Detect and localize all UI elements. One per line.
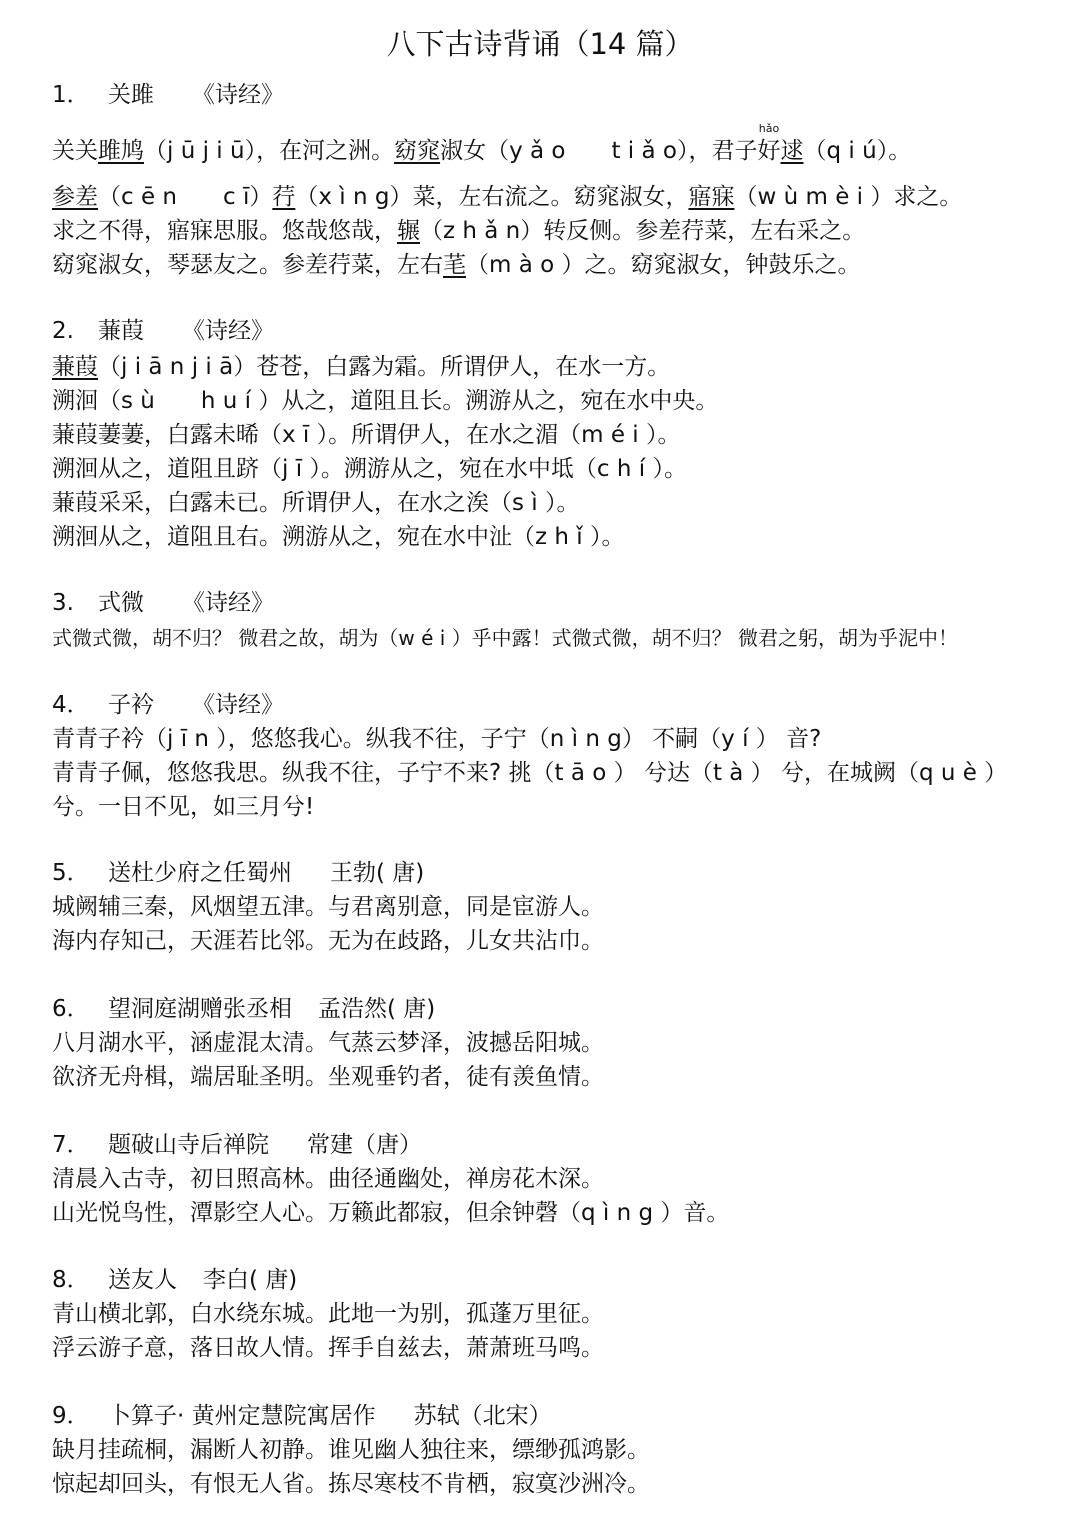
poem-line — [52, 122, 912, 166]
poem-heading — [52, 316, 274, 346]
poem-heading — [52, 690, 284, 720]
poem-line: 青青子衿（j ī n ），悠悠我心。纵我不往，子宁（n ì n g） 不嗣（y í ） 音? — [52, 726, 822, 752]
poem-number: 6． — [52, 996, 90, 1022]
text-span: 窈窕淑女，琴瑟友之。参差荇菜，左右 — [52, 252, 443, 278]
poem-line: 溯洄从之，道阻且右。溯游从之，宛在水中沚（z h ǐ ）。 — [52, 524, 625, 550]
poem-author: 孟浩然( 唐) — [318, 996, 436, 1022]
underlined-word: 窈窕 — [394, 138, 441, 164]
poem-line: 城阙辅三秦，风烟望五津。与君离别意，同是宦游人。 — [52, 894, 604, 920]
annotated-base: 好 — [757, 138, 781, 164]
poem-line: 溯洄（s ù h u í ）从之，道阻且长。溯游从之，宛在水中央。 — [52, 388, 719, 414]
poem-author: 苏轼（北宋） — [413, 1403, 552, 1429]
poem-line: 惊起却回头，有恨无人省。拣尽寒枝不肯栖，寂寞沙洲冷。 — [52, 1471, 650, 1497]
text-span: （j i ā n j i ā）苍苍，白露为霜。所谓伊人，在水一方。 — [98, 354, 671, 380]
poem-title: 送杜少府之任蜀州 — [108, 860, 292, 886]
poem-line: 浮云游子意，落日故人情。挥手自兹去，萧萧班马鸣。 — [52, 1335, 604, 1361]
poem-title: 送友人 — [108, 1267, 177, 1293]
underlined-word: 芼 — [443, 252, 466, 278]
poem-number: 5． — [52, 860, 90, 886]
poem-number: 8． — [52, 1267, 90, 1293]
poem-title: 子衿 — [108, 692, 154, 718]
poem-line: 清晨入古寺，初日照高林。曲径通幽处，禅房花木深。 — [52, 1166, 604, 1192]
poem-line: 欲济无舟楫，端居耻圣明。坐观垂钓者，徒有羡鱼情。 — [52, 1064, 604, 1090]
poem-heading — [52, 1130, 422, 1160]
poem-line: 青山横北郭，白水绕东城。此地一为别，孤蓬万里征。 — [52, 1301, 604, 1327]
underlined-word: 荇 — [272, 184, 296, 210]
poem-line: 八月湖水平，涵虚混太清。气蒸云梦泽，波撼岳阳城。 — [52, 1030, 604, 1056]
text-span: （m à o ）之。窈窕淑女，钟鼓乐之。 — [466, 252, 861, 278]
underlined-word: 寤寐 — [688, 184, 735, 210]
poem-number: 9． — [52, 1403, 90, 1429]
text-span: （w ù m è i ）求之。 — [734, 184, 963, 210]
poem-line: 蒹葭萋萋，白露未晞（x ī ）。所谓伊人，在水之湄（m é i ）。 — [52, 422, 681, 448]
text-span: （c ē n c ī） — [98, 184, 273, 210]
poem-heading — [52, 858, 424, 888]
poem-line: 蒹葭采采，白露未已。所谓伊人，在水之涘（s ì ）。 — [52, 490, 580, 516]
poem-line: 式微式微，胡不归？ 微君之故，胡为（w é i ）乎中露！式微式微，胡不归？ 微君之躬，胡为乎泥中！ — [52, 626, 959, 650]
poem-heading — [52, 994, 435, 1024]
poem-author: 《诗经》 — [182, 590, 274, 616]
underlined-word: 辗 — [397, 218, 420, 244]
pinyin-annotation: hǎo — [758, 122, 780, 135]
poem-title: 蒹葭 — [98, 318, 144, 344]
text-span: 关关 — [52, 138, 98, 164]
poem-title: 关雎 — [108, 82, 154, 108]
poem-heading — [52, 1401, 552, 1431]
poem-title: 式微 — [98, 590, 144, 616]
text-span: （x ì n g）菜，左右流之。窈窕淑女， — [295, 184, 689, 210]
underlined-word: 蒹葭 — [52, 354, 98, 380]
text-span: （z h ǎ n）转反侧。参差荇菜，左右采之。 — [420, 218, 866, 244]
text-span: 淑女（y ǎ o t i ǎ o），君子 — [440, 138, 758, 164]
text-span: （q i ú）。 — [803, 138, 912, 164]
poem-number: 3. — [52, 590, 74, 616]
underlined-word: 参差 — [52, 184, 98, 210]
poem-heading — [52, 1265, 297, 1295]
poem-line: 溯洄从之，道阻且跻（j ī ）。溯游从之，宛在水中坻（c h í ）。 — [52, 456, 687, 482]
poem-author: 王勃( 唐) — [330, 860, 425, 886]
poem-title: 题破山寺后禅院 — [108, 1132, 269, 1158]
page-title: 八下古诗背诵（14 篇） — [386, 27, 694, 61]
poem-heading — [52, 80, 284, 110]
poem-author: 《诗经》 — [192, 82, 284, 108]
poem-line — [52, 216, 865, 246]
underlined-word: 逑 — [780, 138, 804, 164]
poem-line: 青青子佩，悠悠我思。纵我不往，子宁不来? 挑（t ā o ） 兮达（t à ） 兮，在城阙（q u è ） — [52, 760, 1008, 786]
poem-author: 《诗经》 — [192, 692, 284, 718]
text-span: 求之不得，寤寐思服。悠哉悠哉， — [52, 218, 397, 244]
poem-author: 常建（唐） — [307, 1132, 422, 1158]
poem-number: 7． — [52, 1132, 90, 1158]
underlined-word: 雎鸠 — [98, 138, 144, 164]
poem-line — [52, 250, 861, 280]
poem-number: 2. — [52, 318, 74, 344]
text-span: （j ū j i ū），在河之洲。 — [144, 138, 395, 164]
poem-line: 缺月挂疏桐，漏断人初静。谁见幽人独往来，缥缈孤鸿影。 — [52, 1437, 650, 1463]
poem-line — [52, 352, 670, 382]
annotated-char — [757, 122, 781, 166]
poem-line: 海内存知己，天涯若比邻。无为在歧路，儿女共沾巾。 — [52, 928, 604, 954]
poem-line: 兮。一日不见，如三月兮! — [52, 794, 315, 820]
poem-title: 望洞庭湖赠张丞相 — [108, 996, 292, 1022]
poem-number: 1． — [52, 82, 90, 108]
poem-title: 卜算子· 黄州定慧院寓居作 — [108, 1403, 376, 1429]
poem-author: 《诗经》 — [182, 318, 274, 344]
poem-heading — [52, 588, 274, 618]
poem-number: 4． — [52, 692, 90, 718]
poem-author: 李白( 唐) — [203, 1267, 298, 1293]
poem-line — [52, 182, 962, 212]
poem-line: 山光悦鸟性，潭影空人心。万籁此都寂，但余钟磬（q ì n g ）音。 — [52, 1200, 730, 1226]
